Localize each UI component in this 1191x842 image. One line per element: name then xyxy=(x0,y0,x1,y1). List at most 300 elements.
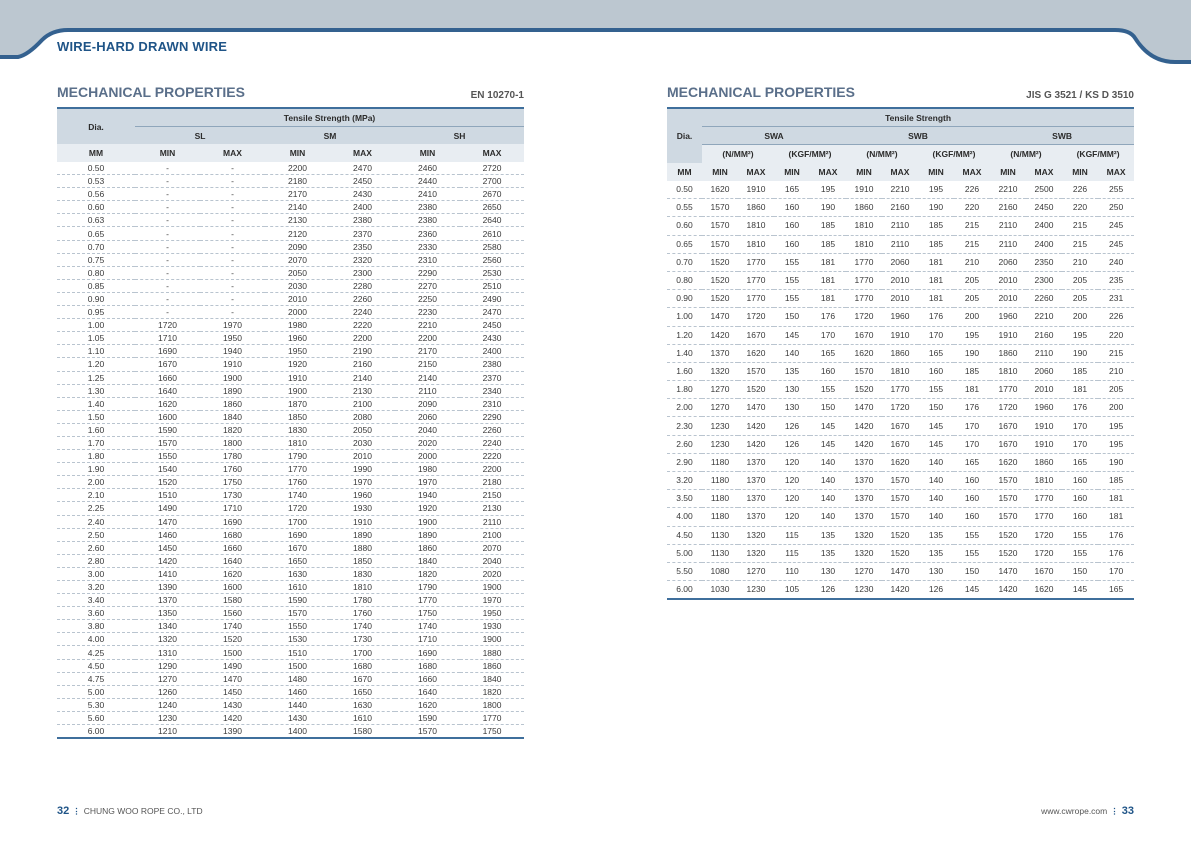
value-cell: 1690 xyxy=(265,528,330,541)
table-row xyxy=(57,541,524,554)
right-standard-label: JIS G 3521 / KS D 3510 xyxy=(1026,90,1134,101)
value-cell: 1570 xyxy=(265,607,330,620)
value-cell: 145 xyxy=(774,326,810,344)
value-cell: 2310 xyxy=(395,253,460,266)
value-cell: 2440 xyxy=(395,175,460,188)
value-cell: 1570 xyxy=(882,508,918,526)
dia-cell: 3.20 xyxy=(667,472,702,490)
value-cell: 226 xyxy=(1062,181,1098,199)
value-cell: - xyxy=(135,214,200,227)
value-cell: 2290 xyxy=(460,410,524,423)
value-cell: 165 xyxy=(954,453,990,471)
max-header: MAX xyxy=(1026,163,1062,181)
right-dia-header: Dia. xyxy=(667,108,702,163)
value-cell: 1740 xyxy=(395,620,460,633)
value-cell: 130 xyxy=(774,399,810,417)
value-cell: 155 xyxy=(954,526,990,544)
value-cell: 1910 xyxy=(1026,417,1062,435)
dia-cell: 1.10 xyxy=(57,345,135,358)
value-cell: 1900 xyxy=(395,515,460,528)
value-cell: 2060 xyxy=(395,410,460,423)
value-cell: 1950 xyxy=(460,607,524,620)
value-cell: 2160 xyxy=(330,358,395,371)
value-cell: 1880 xyxy=(460,646,524,659)
dia-cell: 0.63 xyxy=(57,214,135,227)
value-cell: 2270 xyxy=(395,279,460,292)
value-cell: 1570 xyxy=(135,436,200,449)
dia-cell: 1.40 xyxy=(57,397,135,410)
value-cell: 1080 xyxy=(702,562,738,580)
value-cell: 1420 xyxy=(702,326,738,344)
value-cell: 1310 xyxy=(135,646,200,659)
footer-right xyxy=(1041,805,1134,817)
footer-separator: ⋮ xyxy=(72,806,81,816)
value-cell: 2500 xyxy=(1026,181,1062,199)
table-row xyxy=(57,698,524,711)
value-cell: 2400 xyxy=(330,201,395,214)
value-cell: 140 xyxy=(774,344,810,362)
value-cell: 165 xyxy=(918,344,954,362)
value-cell: 1860 xyxy=(395,541,460,554)
value-cell: 2070 xyxy=(265,253,330,266)
value-cell: - xyxy=(200,188,265,201)
table-row xyxy=(57,410,524,423)
company-name: CHUNG WOO ROPE CO., LTD xyxy=(83,806,203,816)
table-row xyxy=(57,646,524,659)
value-cell: 1860 xyxy=(990,344,1026,362)
value-cell: 2210 xyxy=(990,181,1026,199)
value-cell: 231 xyxy=(1098,290,1134,308)
value-cell: 2050 xyxy=(330,423,395,436)
value-cell: 2160 xyxy=(882,199,918,217)
value-cell: 1590 xyxy=(265,594,330,607)
value-cell: 250 xyxy=(1098,199,1134,217)
value-cell: 1810 xyxy=(882,362,918,380)
dia-cell: 2.50 xyxy=(57,528,135,541)
value-cell: 1970 xyxy=(330,476,395,489)
value-cell: 1470 xyxy=(882,562,918,580)
value-cell: 2430 xyxy=(330,188,395,201)
value-cell: - xyxy=(135,162,200,175)
value-cell: 1610 xyxy=(330,711,395,724)
table-row xyxy=(667,581,1134,600)
value-cell: 1710 xyxy=(395,633,460,646)
dia-cell: 0.90 xyxy=(57,292,135,305)
value-cell: 1570 xyxy=(702,235,738,253)
value-cell: 215 xyxy=(1062,217,1098,235)
value-cell: - xyxy=(135,227,200,240)
value-cell: 2430 xyxy=(460,332,524,345)
max-header: MAX xyxy=(460,144,524,162)
value-cell: 1770 xyxy=(738,271,774,289)
value-cell: 1570 xyxy=(990,490,1026,508)
left-mm-header: MM xyxy=(57,144,135,162)
value-cell: 1810 xyxy=(990,362,1026,380)
value-cell: 176 xyxy=(954,399,990,417)
dia-cell: 5.60 xyxy=(57,711,135,724)
dia-cell: 3.20 xyxy=(57,581,135,594)
value-cell: 165 xyxy=(1062,453,1098,471)
value-cell: 1470 xyxy=(702,308,738,326)
value-cell: 1370 xyxy=(702,344,738,362)
value-cell: 1570 xyxy=(702,217,738,235)
value-cell: 1790 xyxy=(395,581,460,594)
dia-cell: 1.20 xyxy=(57,358,135,371)
value-cell: 1770 xyxy=(846,290,882,308)
value-cell: 185 xyxy=(918,235,954,253)
dia-cell: 0.80 xyxy=(57,266,135,279)
min-header: MIN xyxy=(918,163,954,181)
value-cell: 205 xyxy=(1062,271,1098,289)
value-cell: 1570 xyxy=(738,362,774,380)
value-cell: 126 xyxy=(774,417,810,435)
max-header: MAX xyxy=(954,163,990,181)
dia-cell: 4.75 xyxy=(57,672,135,685)
value-cell: 1790 xyxy=(265,450,330,463)
value-cell: 2140 xyxy=(330,371,395,384)
dia-cell: 1.60 xyxy=(667,362,702,380)
dia-cell: 1.05 xyxy=(57,332,135,345)
value-cell: 2010 xyxy=(265,292,330,305)
value-cell: - xyxy=(200,240,265,253)
right-grade-header: SWB xyxy=(846,127,990,145)
value-cell: 1180 xyxy=(702,472,738,490)
value-cell: 1180 xyxy=(702,490,738,508)
value-cell: 1740 xyxy=(265,489,330,502)
table-row xyxy=(667,417,1134,435)
value-cell: 1520 xyxy=(990,526,1026,544)
value-cell: 1590 xyxy=(395,711,460,724)
value-cell: - xyxy=(200,279,265,292)
min-header: MIN xyxy=(702,163,738,181)
value-cell: 2170 xyxy=(395,345,460,358)
value-cell: 195 xyxy=(954,326,990,344)
dia-cell: 0.60 xyxy=(57,201,135,214)
value-cell: 1450 xyxy=(135,541,200,554)
value-cell: 150 xyxy=(918,399,954,417)
value-cell: 1800 xyxy=(460,698,524,711)
value-cell: 1810 xyxy=(846,235,882,253)
value-cell: 1910 xyxy=(990,326,1026,344)
table-row xyxy=(667,490,1134,508)
value-cell: 1570 xyxy=(882,490,918,508)
value-cell: 2180 xyxy=(460,476,524,489)
value-cell: 1770 xyxy=(990,381,1026,399)
value-cell: 1840 xyxy=(460,672,524,685)
value-cell: 190 xyxy=(1062,344,1098,362)
table-row xyxy=(57,332,524,345)
value-cell: - xyxy=(135,292,200,305)
value-cell: 1800 xyxy=(200,436,265,449)
value-cell: 2200 xyxy=(395,332,460,345)
table-row xyxy=(667,181,1134,199)
value-cell: 140 xyxy=(918,490,954,508)
value-cell: 120 xyxy=(774,508,810,526)
value-cell: 2140 xyxy=(265,201,330,214)
value-cell: 1420 xyxy=(990,581,1026,600)
value-cell: 1620 xyxy=(882,453,918,471)
table-row xyxy=(57,620,524,633)
value-cell: 1770 xyxy=(460,711,524,724)
value-cell: 1480 xyxy=(265,672,330,685)
value-cell: - xyxy=(200,266,265,279)
value-cell: 181 xyxy=(918,271,954,289)
value-cell: 245 xyxy=(1098,235,1134,253)
value-cell: 2280 xyxy=(330,279,395,292)
value-cell: 1640 xyxy=(200,554,265,567)
value-cell: 1670 xyxy=(990,435,1026,453)
value-cell: 1860 xyxy=(460,659,524,672)
value-cell: 160 xyxy=(774,235,810,253)
table-row xyxy=(57,227,524,240)
value-cell: - xyxy=(200,214,265,227)
value-cell: 1490 xyxy=(200,659,265,672)
value-cell: 1860 xyxy=(738,199,774,217)
value-cell: 1670 xyxy=(882,435,918,453)
value-cell: 2220 xyxy=(460,450,524,463)
value-cell: 1130 xyxy=(702,544,738,562)
dia-cell: 3.40 xyxy=(57,594,135,607)
value-cell: 1710 xyxy=(200,502,265,515)
value-cell: 2130 xyxy=(460,502,524,515)
min-header: MIN xyxy=(265,144,330,162)
value-cell: - xyxy=(135,279,200,292)
value-cell: 185 xyxy=(810,235,846,253)
value-cell: - xyxy=(135,240,200,253)
value-cell: 1320 xyxy=(738,526,774,544)
value-cell: 2110 xyxy=(882,235,918,253)
value-cell: 1670 xyxy=(1026,562,1062,580)
value-cell: 1860 xyxy=(882,344,918,362)
value-cell: 1910 xyxy=(1026,435,1062,453)
min-header: MIN xyxy=(135,144,200,162)
value-cell: 1260 xyxy=(135,685,200,698)
value-cell: 1520 xyxy=(738,381,774,399)
value-cell: 170 xyxy=(810,326,846,344)
right-unit-header: (KGF/MM²) xyxy=(918,145,990,164)
value-cell: 1770 xyxy=(1026,508,1062,526)
value-cell: 2030 xyxy=(265,279,330,292)
value-cell: - xyxy=(200,292,265,305)
value-cell: 1770 xyxy=(882,381,918,399)
table-row xyxy=(57,633,524,646)
value-cell: 1640 xyxy=(135,384,200,397)
value-cell: 1420 xyxy=(738,435,774,453)
table-row xyxy=(57,266,524,279)
max-header: MAX xyxy=(810,163,846,181)
value-cell: 1960 xyxy=(882,308,918,326)
value-cell: 1810 xyxy=(738,217,774,235)
right-section-title: MECHANICAL PROPERTIES xyxy=(667,84,855,100)
right-grade-header: SWB xyxy=(990,127,1134,145)
value-cell: 2190 xyxy=(330,345,395,358)
value-cell: 140 xyxy=(810,472,846,490)
website-link[interactable]: www.cwrope.com xyxy=(1041,806,1108,816)
value-cell: 1370 xyxy=(846,472,882,490)
value-cell: - xyxy=(135,175,200,188)
value-cell: 1340 xyxy=(135,620,200,633)
value-cell: 1700 xyxy=(265,515,330,528)
value-cell: 2650 xyxy=(460,201,524,214)
dia-cell: 6.00 xyxy=(57,725,135,739)
value-cell: 2380 xyxy=(330,214,395,227)
value-cell: 2370 xyxy=(460,371,524,384)
value-cell: 1910 xyxy=(738,181,774,199)
value-cell: 2350 xyxy=(330,240,395,253)
table-row xyxy=(667,453,1134,471)
value-cell: 1620 xyxy=(1026,581,1062,600)
value-cell: 1970 xyxy=(460,594,524,607)
value-cell: 160 xyxy=(954,508,990,526)
value-cell: 1850 xyxy=(330,554,395,567)
value-cell: 1490 xyxy=(135,502,200,515)
value-cell: 1370 xyxy=(738,508,774,526)
value-cell: 160 xyxy=(774,217,810,235)
dia-cell: 1.25 xyxy=(57,371,135,384)
value-cell: 2200 xyxy=(330,332,395,345)
value-cell: 155 xyxy=(774,253,810,271)
value-cell: 181 xyxy=(918,253,954,271)
value-cell: 1570 xyxy=(990,472,1026,490)
value-cell: 2340 xyxy=(460,384,524,397)
table-row xyxy=(57,358,524,371)
dia-cell: 3.60 xyxy=(57,607,135,620)
dia-cell: 1.00 xyxy=(667,308,702,326)
page-number-right: 33 xyxy=(1121,805,1134,817)
value-cell: 215 xyxy=(954,217,990,235)
value-cell: 2010 xyxy=(1026,381,1062,399)
value-cell: 1630 xyxy=(330,698,395,711)
table-row xyxy=(57,279,524,292)
value-cell: 1920 xyxy=(265,358,330,371)
value-cell: 1350 xyxy=(135,607,200,620)
value-cell: 1550 xyxy=(135,450,200,463)
value-cell: 1930 xyxy=(330,502,395,515)
value-cell: 1600 xyxy=(200,581,265,594)
value-cell: 1270 xyxy=(702,399,738,417)
value-cell: 2380 xyxy=(395,201,460,214)
value-cell: 1470 xyxy=(135,515,200,528)
value-cell: 205 xyxy=(1062,290,1098,308)
value-cell: 215 xyxy=(954,235,990,253)
value-cell: 176 xyxy=(1062,399,1098,417)
table-row xyxy=(57,476,524,489)
value-cell: 1670 xyxy=(990,417,1026,435)
value-cell: 1660 xyxy=(395,672,460,685)
table-row xyxy=(57,450,524,463)
dia-cell: 5.00 xyxy=(57,685,135,698)
value-cell: 1270 xyxy=(738,562,774,580)
value-cell: 1910 xyxy=(200,358,265,371)
value-cell: 1850 xyxy=(265,410,330,423)
value-cell: 1420 xyxy=(135,554,200,567)
table-row xyxy=(57,423,524,436)
dia-cell: 2.90 xyxy=(667,453,702,471)
value-cell: 1270 xyxy=(702,381,738,399)
value-cell: 1820 xyxy=(200,423,265,436)
min-header: MIN xyxy=(774,163,810,181)
value-cell: 1660 xyxy=(135,371,200,384)
value-cell: 2450 xyxy=(330,175,395,188)
header-banner xyxy=(0,0,1191,70)
table-row xyxy=(667,562,1134,580)
value-cell: 130 xyxy=(810,562,846,580)
value-cell: 2290 xyxy=(395,266,460,279)
dia-cell: 0.80 xyxy=(667,271,702,289)
value-cell: 1320 xyxy=(135,633,200,646)
value-cell: 120 xyxy=(774,490,810,508)
value-cell: 1830 xyxy=(330,567,395,580)
value-cell: 2410 xyxy=(395,188,460,201)
value-cell: 1390 xyxy=(200,725,265,739)
value-cell: 2010 xyxy=(330,450,395,463)
max-header: MAX xyxy=(200,144,265,162)
value-cell: 205 xyxy=(1098,381,1134,399)
value-cell: 150 xyxy=(810,399,846,417)
value-cell: 1720 xyxy=(1026,526,1062,544)
table-row xyxy=(57,306,524,319)
value-cell: 190 xyxy=(1098,453,1134,471)
value-cell: 1370 xyxy=(846,453,882,471)
value-cell: 2040 xyxy=(395,423,460,436)
value-cell: 1230 xyxy=(738,581,774,600)
max-header: MAX xyxy=(330,144,395,162)
table-row xyxy=(57,567,524,580)
value-cell: 1670 xyxy=(738,326,774,344)
value-cell: 155 xyxy=(774,290,810,308)
value-cell: 1520 xyxy=(990,544,1026,562)
value-cell: 2180 xyxy=(265,175,330,188)
value-cell: 140 xyxy=(810,453,846,471)
value-cell: 1580 xyxy=(330,725,395,739)
value-cell: 1700 xyxy=(330,646,395,659)
table-row xyxy=(667,199,1134,217)
value-cell: 1950 xyxy=(265,345,330,358)
value-cell: 1510 xyxy=(265,646,330,659)
table-row xyxy=(667,544,1134,562)
left-section-title: MECHANICAL PROPERTIES xyxy=(57,84,245,100)
value-cell: 2060 xyxy=(990,253,1026,271)
value-cell: 1390 xyxy=(135,581,200,594)
value-cell: 120 xyxy=(774,472,810,490)
dia-cell: 3.00 xyxy=(57,567,135,580)
max-header: MAX xyxy=(738,163,774,181)
value-cell: 155 xyxy=(1062,544,1098,562)
value-cell: 2060 xyxy=(882,253,918,271)
value-cell: 1900 xyxy=(460,581,524,594)
value-cell: 1960 xyxy=(330,489,395,502)
table-row xyxy=(57,594,524,607)
value-cell: 1710 xyxy=(135,332,200,345)
value-cell: 2010 xyxy=(882,290,918,308)
value-cell: 2200 xyxy=(460,463,524,476)
value-cell: 1520 xyxy=(846,381,882,399)
value-cell: - xyxy=(135,253,200,266)
value-cell: 1760 xyxy=(330,607,395,620)
value-cell: 1770 xyxy=(738,290,774,308)
value-cell: 200 xyxy=(1098,399,1134,417)
dia-cell: 2.25 xyxy=(57,502,135,515)
value-cell: 185 xyxy=(954,362,990,380)
value-cell: 2310 xyxy=(460,397,524,410)
value-cell: 1320 xyxy=(738,544,774,562)
value-cell: 135 xyxy=(918,526,954,544)
value-cell: 1840 xyxy=(395,554,460,567)
dia-cell: 1.20 xyxy=(667,326,702,344)
value-cell: 1860 xyxy=(200,397,265,410)
table-row xyxy=(57,162,524,175)
value-cell: 1890 xyxy=(200,384,265,397)
